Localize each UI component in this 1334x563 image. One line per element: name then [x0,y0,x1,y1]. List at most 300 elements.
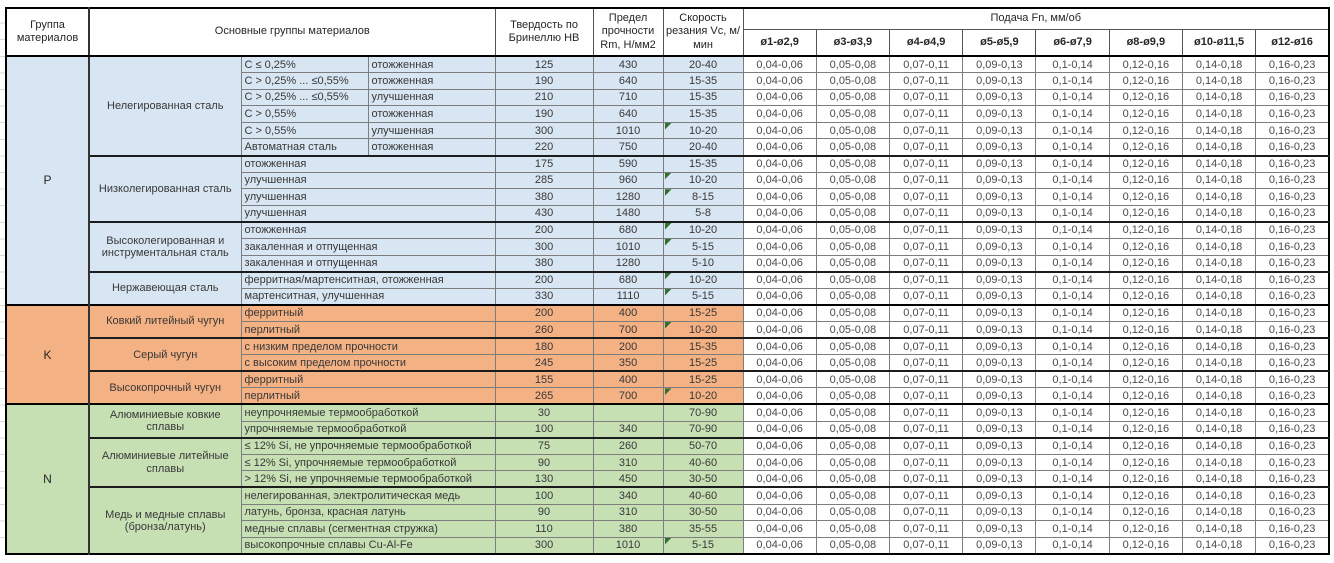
cell-feed: 0,12-0,16 [1109,156,1182,173]
cell-feed: 0,16-0,23 [1256,122,1329,139]
cell-feed: 0,12-0,16 [1109,239,1182,256]
cell-feed: 0,1-0,14 [1036,255,1109,272]
cell-feed: 0,14-0,18 [1182,122,1255,139]
cell-feed: 0,12-0,16 [1109,255,1182,272]
cell-feed: 0,1-0,14 [1036,56,1109,73]
cell-strength: 1280 [593,189,663,206]
cell-feed: 0,04-0,06 [743,454,816,471]
cell-feed: 0,05-0,08 [816,222,889,239]
cell-feed: 0,04-0,06 [743,56,816,73]
cell-material: латунь, бронза, красная латунь [241,504,495,521]
cell-speed: 5-15 [663,239,743,256]
cell-material: высокопрочные сплавы Cu-Al-Fe [241,537,495,554]
cell-feed: 0,16-0,23 [1256,338,1329,355]
table-row [6,404,1329,421]
cell-material: отожженная [241,156,495,173]
cell-group-code: N [6,404,89,553]
cell-speed: 70-90 [663,421,743,438]
cell-speed: 15-35 [663,89,743,106]
note-flag-icon [665,189,672,196]
cell-feed: 0,07-0,11 [890,454,963,471]
cell-feed: 0,16-0,23 [1256,305,1329,322]
cell-feed: 0,1-0,14 [1036,537,1109,554]
cell-feed: 0,07-0,11 [890,355,963,372]
cell-hardness: 245 [495,355,593,372]
cell-feed: 0,09-0,13 [963,172,1036,189]
cell-feed: 0,14-0,18 [1182,521,1255,538]
cell-material: > 12% Si, не упрочняемые термообработкой [241,471,495,488]
cell-feed: 0,1-0,14 [1036,122,1109,139]
cell-feed: 0,16-0,23 [1256,56,1329,73]
cell-subgroup-name: Алюминиевые литейные сплавы [89,438,241,488]
cell-subgroup-name: Низколегированная сталь [89,156,241,222]
cell-strength: 700 [593,388,663,405]
cell-feed: 0,07-0,11 [890,421,963,438]
cell-strength: 700 [593,322,663,339]
cell-feed: 0,1-0,14 [1036,322,1109,339]
cell-speed: 40-60 [663,487,743,504]
cell-hardness: 190 [495,106,593,123]
cell-material: упрочняемые термообработкой [241,421,495,438]
cell-speed: 40-60 [663,454,743,471]
cell-feed: 0,16-0,23 [1256,371,1329,388]
cell-material: ферритный [241,305,495,322]
cell-hardness: 300 [495,537,593,554]
cell-feed: 0,04-0,06 [743,272,816,289]
cell-material: улучшенная [241,205,495,222]
cell-feed: 0,09-0,13 [963,122,1036,139]
cell-speed: 5-10 [663,255,743,272]
cell-feed: 0,1-0,14 [1036,504,1109,521]
cell-hardness: 200 [495,272,593,289]
header-diameter: ø6-ø7,9 [1036,29,1109,56]
cell-material: нелегированная, электролитическая медь [241,487,495,504]
cell-feed: 0,14-0,18 [1182,454,1255,471]
cell-strength: 1480 [593,205,663,222]
cell-feed: 0,09-0,13 [963,454,1036,471]
cell-strength: 960 [593,172,663,189]
cell-material: C > 0,55% [241,106,368,123]
cell-feed: 0,07-0,11 [890,122,963,139]
table-row [6,305,1329,322]
cell-feed: 0,09-0,13 [963,487,1036,504]
cell-feed: 0,16-0,23 [1256,205,1329,222]
note-flag-icon [665,289,672,296]
cell-feed: 0,09-0,13 [963,255,1036,272]
cell-material: с высоким пределом прочности [241,355,495,372]
cell-hardness: 220 [495,139,593,156]
cell-feed: 0,04-0,06 [743,222,816,239]
cell-material: Автоматная сталь [241,139,368,156]
header-main-groups: Основные группы материалов [89,8,495,56]
cell-group-code: P [6,56,89,305]
cell-feed: 0,07-0,11 [890,56,963,73]
cell-material: ≤ 12% Si, не упрочняемые термообработкой [241,438,495,455]
cell-state: отожженная [368,56,495,73]
cell-strength: 260 [593,438,663,455]
cell-feed: 0,05-0,08 [816,239,889,256]
cell-strength: 710 [593,89,663,106]
cell-strength: 350 [593,355,663,372]
cell-feed: 0,05-0,08 [816,139,889,156]
cell-feed: 0,07-0,11 [890,189,963,206]
cell-feed: 0,1-0,14 [1036,521,1109,538]
cell-feed: 0,1-0,14 [1036,89,1109,106]
note-flag-icon [665,388,672,395]
cell-feed: 0,05-0,08 [816,438,889,455]
cell-feed: 0,07-0,11 [890,404,963,421]
note-flag-icon [665,223,672,230]
cell-feed: 0,14-0,18 [1182,272,1255,289]
cell-speed: 10-20 [663,172,743,189]
cell-feed: 0,1-0,14 [1036,404,1109,421]
cell-feed: 0,14-0,18 [1182,305,1255,322]
cell-feed: 0,07-0,11 [890,521,963,538]
cell-feed: 0,12-0,16 [1109,106,1182,123]
header-hardness: Твердость по Бринеллю HB [495,8,593,56]
cell-feed: 0,12-0,16 [1109,305,1182,322]
note-flag-icon [665,273,672,280]
header-diameter: ø12-ø16 [1256,29,1329,56]
cell-material: закаленная и отпущенная [241,239,495,256]
cell-strength: 310 [593,504,663,521]
cell-strength: 640 [593,106,663,123]
cell-feed: 0,1-0,14 [1036,106,1109,123]
cell-speed: 5-15 [663,288,743,305]
cell-feed: 0,14-0,18 [1182,338,1255,355]
cell-feed: 0,12-0,16 [1109,139,1182,156]
cell-feed: 0,07-0,11 [890,471,963,488]
cell-feed: 0,12-0,16 [1109,73,1182,90]
header-diameter: ø4-ø4,9 [890,29,963,56]
cell-feed: 0,1-0,14 [1036,421,1109,438]
cell-feed: 0,14-0,18 [1182,288,1255,305]
cell-feed: 0,09-0,13 [963,537,1036,554]
cell-subgroup-name: Высоколегированная и инструментальная сталь [89,222,241,272]
cell-feed: 0,12-0,16 [1109,504,1182,521]
cell-hardness: 100 [495,421,593,438]
cell-material: отожженная [241,222,495,239]
table-row [6,487,1329,504]
cell-feed: 0,07-0,11 [890,255,963,272]
cell-material: ≤ 12% Si, упрочняемые термообработкой [241,454,495,471]
cell-speed: 5-8 [663,205,743,222]
cell-feed: 0,05-0,08 [816,106,889,123]
cell-material: C ≤ 0,25% [241,56,368,73]
table-row [6,338,1329,355]
cell-speed: 5-15 [663,537,743,554]
cell-feed: 0,12-0,16 [1109,537,1182,554]
cell-feed: 0,09-0,13 [963,106,1036,123]
cell-feed: 0,1-0,14 [1036,438,1109,455]
cell-feed: 0,07-0,11 [890,288,963,305]
cell-feed: 0,14-0,18 [1182,56,1255,73]
cell-feed: 0,16-0,23 [1256,404,1329,421]
cell-feed: 0,12-0,16 [1109,454,1182,471]
cell-feed: 0,05-0,08 [816,156,889,173]
cell-material: ферритный [241,371,495,388]
cell-feed: 0,14-0,18 [1182,371,1255,388]
cell-hardness: 265 [495,388,593,405]
cell-feed: 0,12-0,16 [1109,272,1182,289]
cell-strength [593,404,663,421]
cell-feed: 0,1-0,14 [1036,139,1109,156]
cell-feed: 0,04-0,06 [743,537,816,554]
cell-feed: 0,04-0,06 [743,322,816,339]
cell-feed: 0,1-0,14 [1036,338,1109,355]
cell-feed: 0,04-0,06 [743,205,816,222]
cell-material: C > 0,25% ... ≤0,55% [241,89,368,106]
cell-feed: 0,09-0,13 [963,139,1036,156]
cell-state: улучшенная [368,89,495,106]
note-flag-icon [665,173,672,180]
cell-feed: 0,16-0,23 [1256,156,1329,173]
cell-feed: 0,12-0,16 [1109,322,1182,339]
cell-feed: 0,07-0,11 [890,338,963,355]
cell-feed: 0,07-0,11 [890,222,963,239]
cell-feed: 0,16-0,23 [1256,504,1329,521]
cell-feed: 0,07-0,11 [890,239,963,256]
cell-feed: 0,09-0,13 [963,521,1036,538]
cell-feed: 0,05-0,08 [816,322,889,339]
cell-feed: 0,09-0,13 [963,438,1036,455]
cell-hardness: 380 [495,189,593,206]
cell-material: перлитный [241,322,495,339]
table-row [6,156,1329,173]
cell-feed: 0,09-0,13 [963,272,1036,289]
cell-feed: 0,05-0,08 [816,205,889,222]
cell-material: мартенситная, улучшенная [241,288,495,305]
cell-speed: 10-20 [663,322,743,339]
cell-feed: 0,1-0,14 [1036,73,1109,90]
cell-feed: 0,04-0,06 [743,487,816,504]
cell-strength: 1010 [593,537,663,554]
cell-feed: 0,16-0,23 [1256,487,1329,504]
cell-feed: 0,07-0,11 [890,537,963,554]
cell-strength: 1280 [593,255,663,272]
cell-hardness: 30 [495,404,593,421]
cell-feed: 0,05-0,08 [816,288,889,305]
cell-feed: 0,09-0,13 [963,56,1036,73]
cell-feed: 0,1-0,14 [1036,189,1109,206]
cell-feed: 0,05-0,08 [816,338,889,355]
cell-feed: 0,12-0,16 [1109,288,1182,305]
cell-feed: 0,16-0,23 [1256,139,1329,156]
cell-feed: 0,1-0,14 [1036,305,1109,322]
table-body [6,56,1329,554]
cell-subgroup-name: Алюминиевые ковкие сплавы [89,404,241,437]
cell-feed: 0,09-0,13 [963,73,1036,90]
cell-speed: 30-50 [663,504,743,521]
cell-strength: 680 [593,272,663,289]
cell-feed: 0,04-0,06 [743,122,816,139]
cell-feed: 0,05-0,08 [816,404,889,421]
cell-feed: 0,05-0,08 [816,421,889,438]
cell-speed: 15-25 [663,355,743,372]
header-diameter: ø8-ø9,9 [1109,29,1182,56]
cell-feed: 0,09-0,13 [963,305,1036,322]
cell-speed: 8-15 [663,189,743,206]
cell-hardness: 260 [495,322,593,339]
cell-feed: 0,09-0,13 [963,421,1036,438]
cell-feed: 0,12-0,16 [1109,205,1182,222]
cell-feed: 0,05-0,08 [816,504,889,521]
header-diameter: ø10-ø11,5 [1182,29,1255,56]
cell-feed: 0,12-0,16 [1109,388,1182,405]
cell-feed: 0,05-0,08 [816,521,889,538]
cell-feed: 0,04-0,06 [743,172,816,189]
cell-feed: 0,12-0,16 [1109,404,1182,421]
cell-feed: 0,04-0,06 [743,338,816,355]
cell-feed: 0,16-0,23 [1256,222,1329,239]
cell-feed: 0,07-0,11 [890,322,963,339]
cell-feed: 0,1-0,14 [1036,371,1109,388]
cell-feed: 0,14-0,18 [1182,139,1255,156]
cell-feed: 0,05-0,08 [816,272,889,289]
cell-speed: 10-20 [663,122,743,139]
cell-feed: 0,14-0,18 [1182,421,1255,438]
cell-hardness: 300 [495,239,593,256]
cell-feed: 0,09-0,13 [963,404,1036,421]
cell-hardness: 155 [495,371,593,388]
cell-feed: 0,1-0,14 [1036,239,1109,256]
cell-feed: 0,09-0,13 [963,288,1036,305]
cell-feed: 0,14-0,18 [1182,487,1255,504]
cell-strength: 590 [593,156,663,173]
cell-feed: 0,12-0,16 [1109,89,1182,106]
cell-feed: 0,12-0,16 [1109,371,1182,388]
cell-feed: 0,04-0,06 [743,388,816,405]
cell-hardness: 75 [495,438,593,455]
cell-feed: 0,04-0,06 [743,471,816,488]
cell-feed: 0,1-0,14 [1036,172,1109,189]
cell-feed: 0,05-0,08 [816,89,889,106]
cell-feed: 0,14-0,18 [1182,255,1255,272]
cell-feed: 0,05-0,08 [816,371,889,388]
cell-feed: 0,05-0,08 [816,487,889,504]
cell-feed: 0,16-0,23 [1256,255,1329,272]
cell-hardness: 175 [495,156,593,173]
cell-strength: 450 [593,471,663,488]
cell-hardness: 300 [495,122,593,139]
cell-feed: 0,1-0,14 [1036,487,1109,504]
table-row [6,222,1329,239]
cell-strength: 640 [593,73,663,90]
cell-hardness: 330 [495,288,593,305]
cell-strength: 430 [593,56,663,73]
header-diameter: ø3-ø3,9 [816,29,889,56]
cell-feed: 0,14-0,18 [1182,172,1255,189]
cell-feed: 0,04-0,06 [743,73,816,90]
cell-feed: 0,09-0,13 [963,205,1036,222]
cell-strength: 1110 [593,288,663,305]
cell-feed: 0,05-0,08 [816,73,889,90]
cell-feed: 0,04-0,06 [743,288,816,305]
cell-speed: 15-25 [663,371,743,388]
cell-feed: 0,09-0,13 [963,504,1036,521]
cell-feed: 0,1-0,14 [1036,355,1109,372]
cell-feed: 0,04-0,06 [743,106,816,123]
cell-feed: 0,05-0,08 [816,454,889,471]
cell-feed: 0,07-0,11 [890,106,963,123]
cell-feed: 0,12-0,16 [1109,521,1182,538]
header-diameter: ø5-ø5,9 [963,29,1036,56]
cell-feed: 0,12-0,16 [1109,338,1182,355]
cell-feed: 0,14-0,18 [1182,537,1255,554]
cell-feed: 0,14-0,18 [1182,205,1255,222]
cell-state: отожженная [368,139,495,156]
cell-feed: 0,07-0,11 [890,73,963,90]
cell-feed: 0,04-0,06 [743,139,816,156]
cell-material: C > 0,55% [241,122,368,139]
cell-feed: 0,12-0,16 [1109,222,1182,239]
cell-feed: 0,16-0,23 [1256,73,1329,90]
cell-feed: 0,05-0,08 [816,305,889,322]
cell-feed: 0,05-0,08 [816,56,889,73]
cell-feed: 0,05-0,08 [816,172,889,189]
cell-feed: 0,14-0,18 [1182,189,1255,206]
cell-feed: 0,16-0,23 [1256,172,1329,189]
cell-feed: 0,04-0,06 [743,255,816,272]
cell-speed: 70-90 [663,404,743,421]
cell-feed: 0,07-0,11 [890,388,963,405]
cell-strength: 400 [593,305,663,322]
cell-speed: 15-35 [663,106,743,123]
cell-feed: 0,16-0,23 [1256,322,1329,339]
cell-feed: 0,05-0,08 [816,388,889,405]
cell-feed: 0,12-0,16 [1109,172,1182,189]
cell-speed: 20-40 [663,56,743,73]
cell-feed: 0,05-0,08 [816,122,889,139]
cell-feed: 0,09-0,13 [963,338,1036,355]
cell-feed: 0,07-0,11 [890,205,963,222]
cell-feed: 0,1-0,14 [1036,272,1109,289]
cell-feed: 0,14-0,18 [1182,322,1255,339]
table-row [6,371,1329,388]
cell-feed: 0,1-0,14 [1036,454,1109,471]
cell-feed: 0,16-0,23 [1256,454,1329,471]
header-diameter: ø1-ø2,9 [743,29,816,56]
cell-feed: 0,16-0,23 [1256,288,1329,305]
cell-strength: 340 [593,421,663,438]
cell-strength: 200 [593,338,663,355]
cell-feed: 0,16-0,23 [1256,355,1329,372]
cell-strength: 750 [593,139,663,156]
cell-feed: 0,12-0,16 [1109,471,1182,488]
cell-speed: 15-35 [663,73,743,90]
cell-hardness: 285 [495,172,593,189]
cell-speed: 20-40 [663,139,743,156]
note-flag-icon [665,538,672,545]
cell-feed: 0,16-0,23 [1256,421,1329,438]
cell-speed: 15-35 [663,338,743,355]
cell-feed: 0,04-0,06 [743,371,816,388]
cell-feed: 0,09-0,13 [963,322,1036,339]
cell-feed: 0,12-0,16 [1109,487,1182,504]
cell-feed: 0,04-0,06 [743,89,816,106]
cell-hardness: 90 [495,504,593,521]
cell-feed: 0,09-0,13 [963,239,1036,256]
cell-feed: 0,1-0,14 [1036,388,1109,405]
cell-hardness: 430 [495,205,593,222]
cell-feed: 0,09-0,13 [963,222,1036,239]
cell-speed: 10-20 [663,222,743,239]
cell-state: отожженная [368,73,495,90]
cell-feed: 0,09-0,13 [963,371,1036,388]
cell-subgroup-name: Ковкий литейный чугун [89,305,241,338]
note-flag-icon [665,239,672,246]
cell-feed: 0,07-0,11 [890,272,963,289]
